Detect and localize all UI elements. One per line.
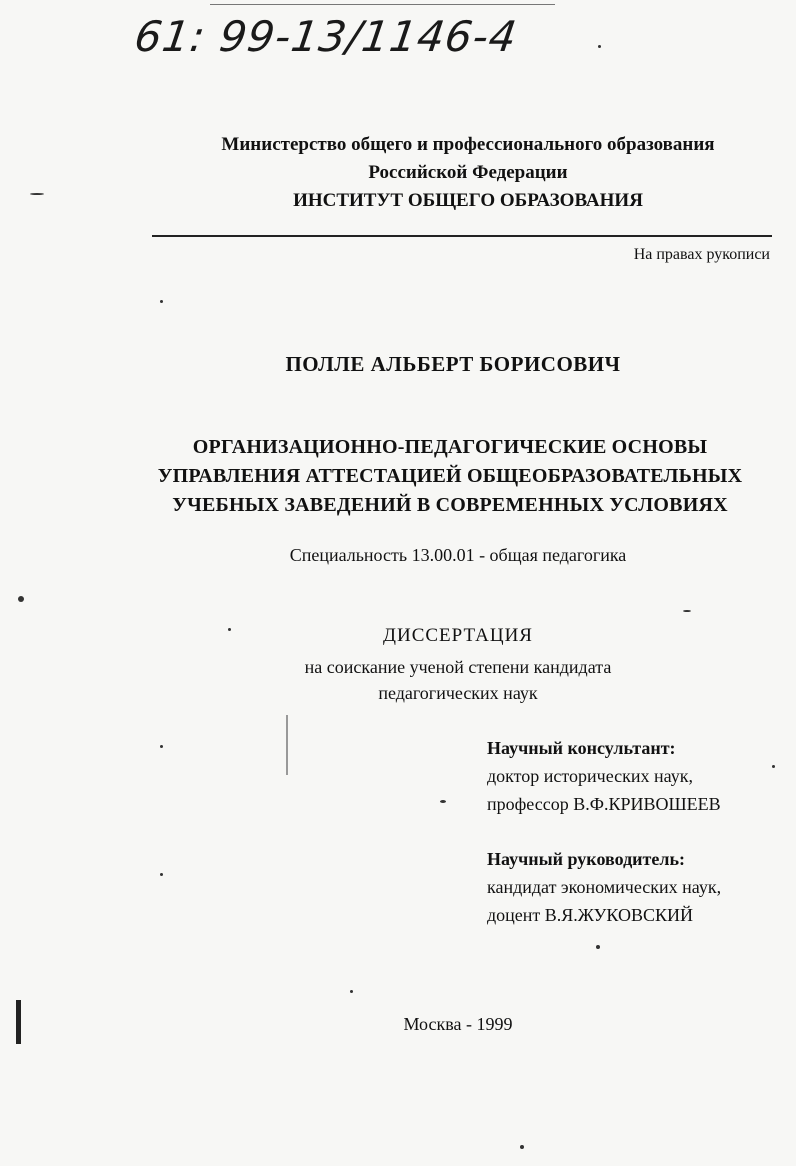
city-year: Москва - 1999 (403, 1014, 513, 1034)
degree-description (60, 654, 796, 706)
consultant-label: Научный консультант: (487, 738, 676, 758)
ministry-line-2: Российской Федерации (368, 162, 568, 183)
header-divider (152, 235, 772, 237)
scan-artifact-bar (16, 1000, 21, 1044)
degree-line: на соискание ученой степени кандидата (304, 657, 612, 677)
ministry-line-1: Министерство общего и профессионального образования (221, 134, 715, 155)
scan-speck (18, 596, 24, 602)
supervisor-label: Научный руководитель: (487, 849, 685, 869)
institute-name: ИНСТИТУТ ОБЩЕГО ОБРАЗОВАНИЯ (293, 190, 643, 211)
author-name: ПОЛЛЕ АЛЬБЕРТ БОРИСОВИЧ (285, 352, 621, 376)
scan-speck (596, 945, 600, 949)
scientific-supervisor (487, 845, 721, 929)
rights-note: На правах рукописи (633, 246, 770, 263)
scan-speck (286, 715, 288, 775)
ministry-header (70, 133, 796, 217)
scan-speck (30, 193, 44, 195)
scan-speck (683, 610, 691, 612)
dissertation-title (52, 433, 796, 520)
scan-speck (160, 745, 163, 748)
specialty: Специальность 13.00.01 - общая педагогика (289, 545, 627, 565)
supervisor-name: доцент В.Я.ЖУКОВСКИЙ (487, 905, 693, 925)
scan-speck (350, 990, 353, 993)
scan-speck (440, 800, 446, 803)
consultant-name: профессор В.Ф.КРИВОШЕЕВ (487, 794, 721, 814)
supervisor-degree: кандидат экономических наук, (487, 877, 722, 897)
degree-line: педагогических наук (378, 683, 538, 703)
scan-speck (772, 765, 775, 768)
archive-code-handwritten: 61: 99-13/1146-4 (131, 12, 521, 61)
scan-speck (520, 1145, 524, 1149)
scan-speck (598, 45, 601, 48)
scan-speck (160, 300, 163, 303)
scientific-consultant (487, 734, 721, 818)
document-type: ДИССЕРТАЦИЯ (383, 625, 533, 646)
title-line: УЧЕБНЫХ ЗАВЕДЕНИЙ В СОВРЕМЕННЫХ УСЛОВИЯХ (172, 494, 728, 516)
title-line: УПРАВЛЕНИЯ АТТЕСТАЦИЕЙ ОБЩЕОБРАЗОВАТЕЛЬНЫХ (157, 465, 743, 487)
consultant-degree: доктор исторических наук, (487, 766, 693, 786)
scan-top-line (210, 4, 555, 5)
scan-speck (228, 628, 231, 631)
scan-speck (160, 873, 163, 876)
title-line: ОРГАНИЗАЦИОННО-ПЕДАГОГИЧЕСКИЕ ОСНОВЫ (192, 436, 708, 458)
